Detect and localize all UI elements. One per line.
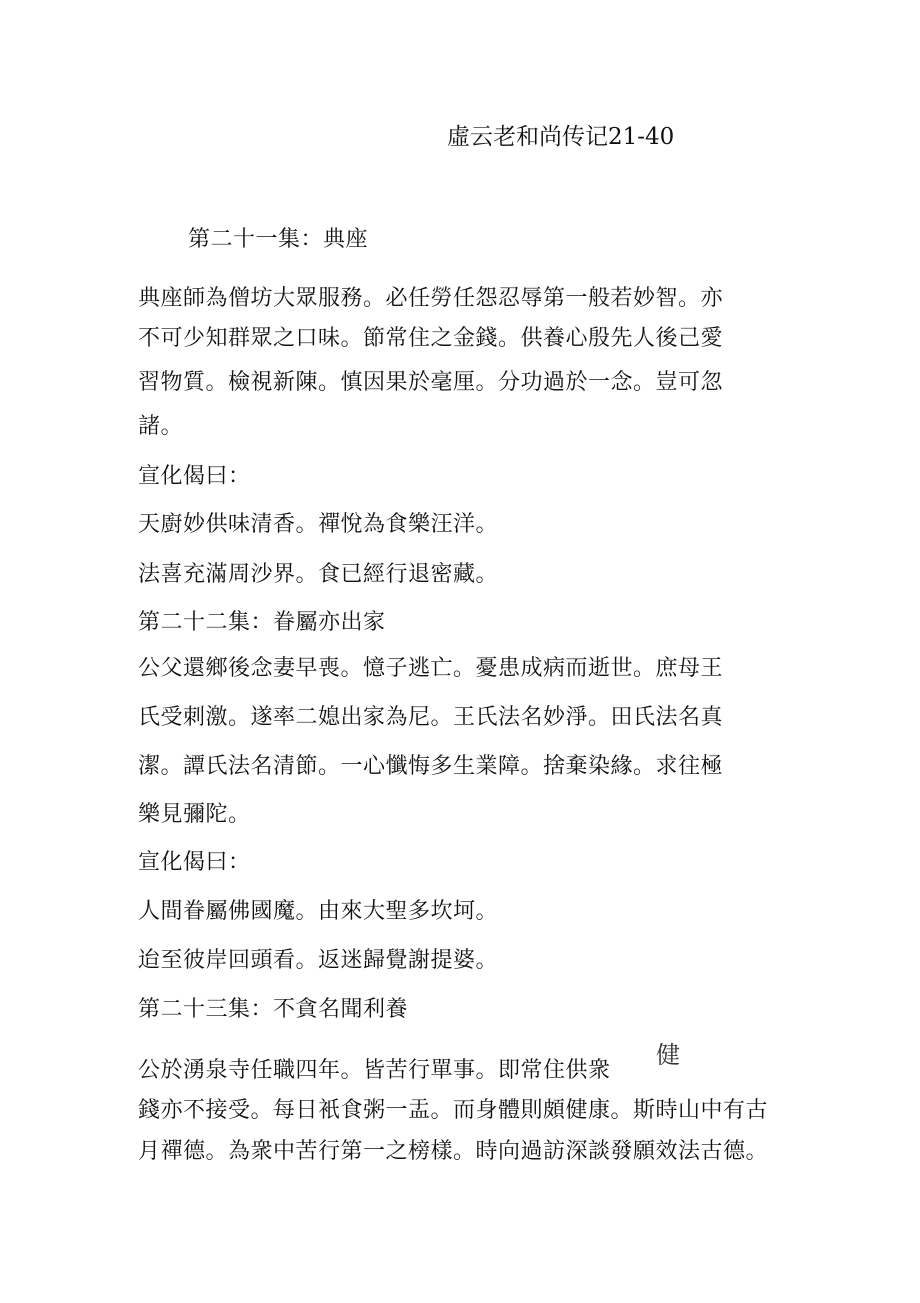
section-heading-22: 第二十二集：眷屬亦出家 [138, 610, 386, 635]
paragraph-line: 潔。譚氏法名清節。一心懺悔多生業障。捨棄染緣。求往極 [138, 754, 724, 779]
paragraph-line: 習物質。檢視新陳。慎因果於毫厘。分功過於一念。豈可忽 [138, 370, 724, 395]
paragraph-line: 月禪德。為衆中苦行第一之榜樣。時向過訪深談發願效法古德。 [138, 1139, 769, 1164]
verse-line: 人間眷屬佛國魔。由來大聖多坎坷。 [138, 899, 499, 924]
paragraph-line: 公父還鄉後念妻早喪。憶子逃亡。憂患成病而逝世。庶母王 [138, 656, 724, 681]
verse-line: 迨至彼岸回頭看。返迷歸覺謝提婆。 [138, 948, 499, 973]
paragraph-line: 錢亦不接受。每日衹食粥一盂。而身體則頗健康。斯時山中有古 [138, 1098, 769, 1123]
section-heading-23: 第二十三集：不貪名聞利養 [138, 997, 409, 1022]
paragraph-line: 不可少知群眾之口味。節常住之金錢。供養心殷先人後己愛 [138, 326, 724, 351]
paragraph-line: 樂見彌陀。 [138, 802, 251, 827]
verse-line: 天廚妙供味清香。禪悅為食樂汪洋。 [138, 512, 499, 537]
verse-line: 法喜充滿周沙界。食已經行退密藏。 [138, 562, 499, 587]
paragraph-line: 諸。 [138, 414, 184, 439]
document-title: 虛云老和尚传记21-40 [447, 124, 675, 150]
verse-intro: 宣化偈曰： [138, 850, 251, 875]
stray-character: 健 [656, 1041, 680, 1069]
paragraph-line: 典座師為僧坊大眾服務。必任勞任怨忍辱第一般若妙智。亦 [138, 286, 724, 311]
paragraph-line: 氏受刺激。遂率二媳出家為尼。王氏法名妙淨。田氏法名真 [138, 705, 724, 730]
paragraph-line: 公於湧泉寺任職四年。皆苦行單事。即常住供衆 [138, 1058, 611, 1083]
verse-intro: 宣化偈曰： [138, 464, 251, 489]
section-heading-21: 第二十一集：典座 [188, 227, 369, 252]
